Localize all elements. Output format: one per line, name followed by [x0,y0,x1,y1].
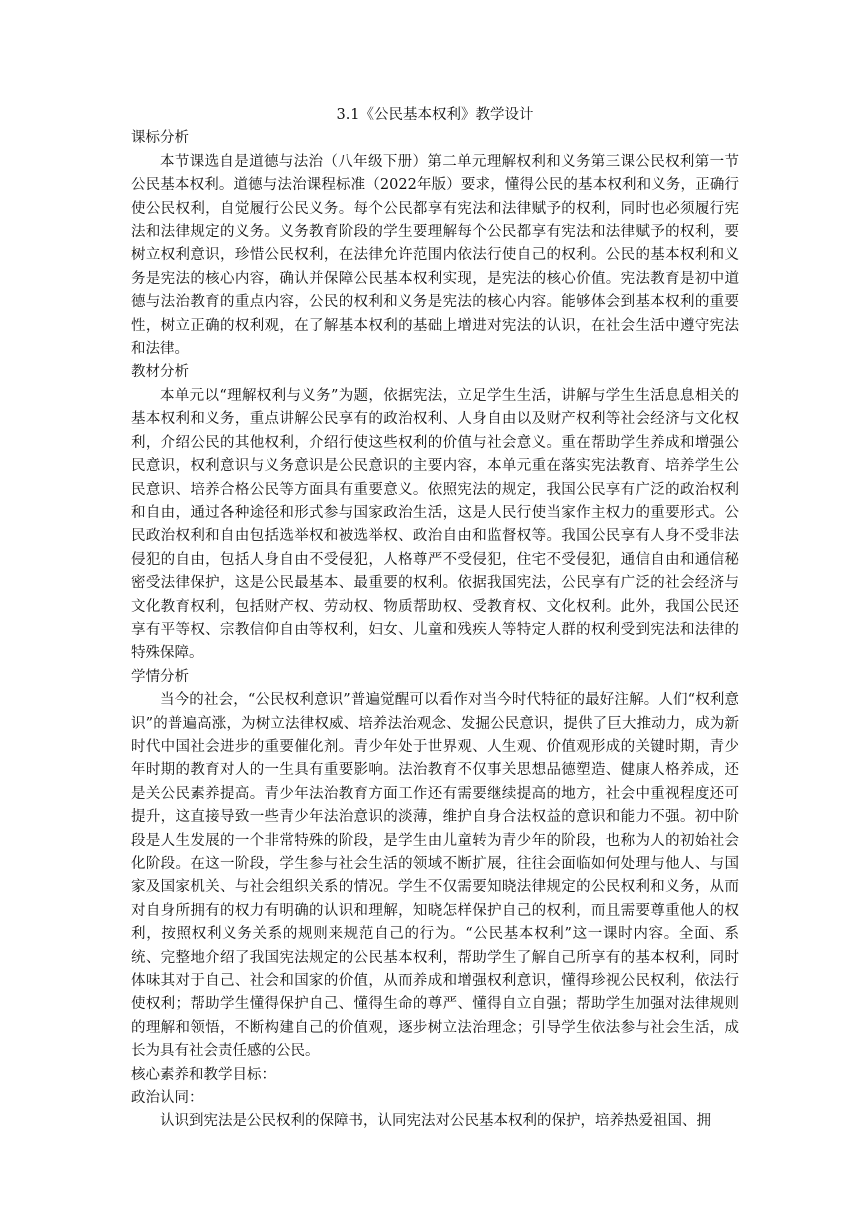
section-paragraph-curriculum: 本节课选自是道德与法治（八年级下册）第二单元理解权利和义务第三课公民权利第一节公民基本权利。道德与法治课程标准（2022年版）要求，懂得公民的基本权利和义务，正确行使公民权利，自觉履行公民义务。每个公民都享有宪法和法律赋予的权利，同时也必须履行宪法和法律规定的义务。义务教育阶段的学生要理解每个公民都享有宪法和法律赋予的权利，要树立权利意识，珍惜公民权利，在法律允许范围内依法行使自己的权利。公民的基本权利和义务是宪法的核心内容，确认并保障公民基本权利实现，是宪法的核心价值。宪法教育是初中道德与法治教育的重点内容，公民的权利和义务是宪法的核心内容。能够体会到基本权利的重要性，树立正确的权利观，在了解基本权利的基础上增进对宪法的认识，在社会生活中遵守宪法和法律。 [131,153,739,358]
section-paragraph-textbook: 本单元以“理解权利与义务”为题，依据宪法，立足学生生活，讲解与学生生活息息相关的基本权利和义务，重点讲解公民享有的政治权利、人身自由以及财产权利等社会经济与文化权利，介绍公民的其他权利，介绍行使这些权利的价值与社会意义。重在帮助学生养成和增强公民意识，权利意识与义务意识是公民意识的主要内容，本单元重在落实宪法教育、培养学生公民意识、培养合格公民等方面具有重要意义。依照宪法的规定，我国公民享有广泛的政治权利和自由，通过各种途径和形式参与国家政治生活，这是人民行使当家作主权力的重要形式。公民政治权利和自由包括选举权和被选举权、政治自由和监督权等。我国公民享有人身不受非法侵犯的自由，包括人身自由不受侵犯，人格尊严不受侵犯，住宅不受侵犯，通信自由和通信秘密受法律保护，这是公民最基本、最重要的权利。依据我国宪法，公民享有广泛的社会经济与文化教育权利，包括财产权、劳动权、物质帮助权、受教育权、文化权利。此外，我国公民还享有平等权、宗教信仰自由等权利，妇女、儿童和残疾人等特定人群的权利受到宪法和法律的特殊保障。 [131,387,739,662]
document-page [131,104,739,1134]
section-paragraph-political-identity: 认识到宪法是公民权利的保障书，认同宪法对公民基本权利的保护，培养热爱祖国、拥 [160,1113,711,1130]
section-heading-curriculum: 课标分析 [131,130,189,147]
section-paragraph-students: 当今的社会，“公民权利意识”普遍觉醒可以看作对当今时代特征的最好注解。人们“权利意识”的普遍高涨，为树立法律权威、培养法治观念、发掘公民意识，提供了巨大推动力，成为新时代中国社会进步的重要催化剂。青少年处于世界观、人生观、价值观形成的关键时期，青少年时期的教育对人的一生具有重要影响。法治教育不仅事关思想品德塑造、健康人格养成，还是关公民素养提高。青少年法治教育方面工作还有需要继续提高的地方，社会中重视程度还可提升，这直接导致一些青少年法治意识的淡薄，维护自身合法权益的意识和能力不强。初中阶段是人生发展的一个非常特殊的阶段，是学生由儿童转为青少年的阶段，也称为人的初始社会化阶段。在这一阶段，学生参与社会生活的领域不断扩展，往往会面临如何处理与他人、与国家及国家机关、与社会组织关系的情况。学生不仅需要知晓法律规定的公民权利和义务，从而对自身所拥有的权力有明确的认识和理解，知晓怎样保护自己的权利，而且需要尊重他人的权利，按照权利义务关系的规则来规范自己的行为。“公民基本权利”这一课时内容。全面、系统、完整地介绍了我国宪法规定的公民基本权利，帮助学生了解自己所享有的基本权利，同时体味其对于自己、社会和国家的价值，从而养成和增强权利意识，懂得珍视公民权利，依法行使权利；帮助学生懂得保护自己、懂得生命的尊严、懂得自立自强；帮助学生加强对法律规则的理解和领悟，不断构建自己的价值观，逐步树立法治理念；引导学生依法参与社会生活，成长为具有社会责任感的公民。 [131,692,739,1060]
section-heading-political-identity: 政治认同： [131,1090,204,1107]
section-heading-students: 学情分析 [131,668,189,685]
section-heading-textbook: 教材分析 [131,364,189,381]
document-title: 3.1《公民基本权利》教学设计 [336,107,534,123]
section-heading-goals: 核心素养和教学目标： [131,1066,276,1083]
